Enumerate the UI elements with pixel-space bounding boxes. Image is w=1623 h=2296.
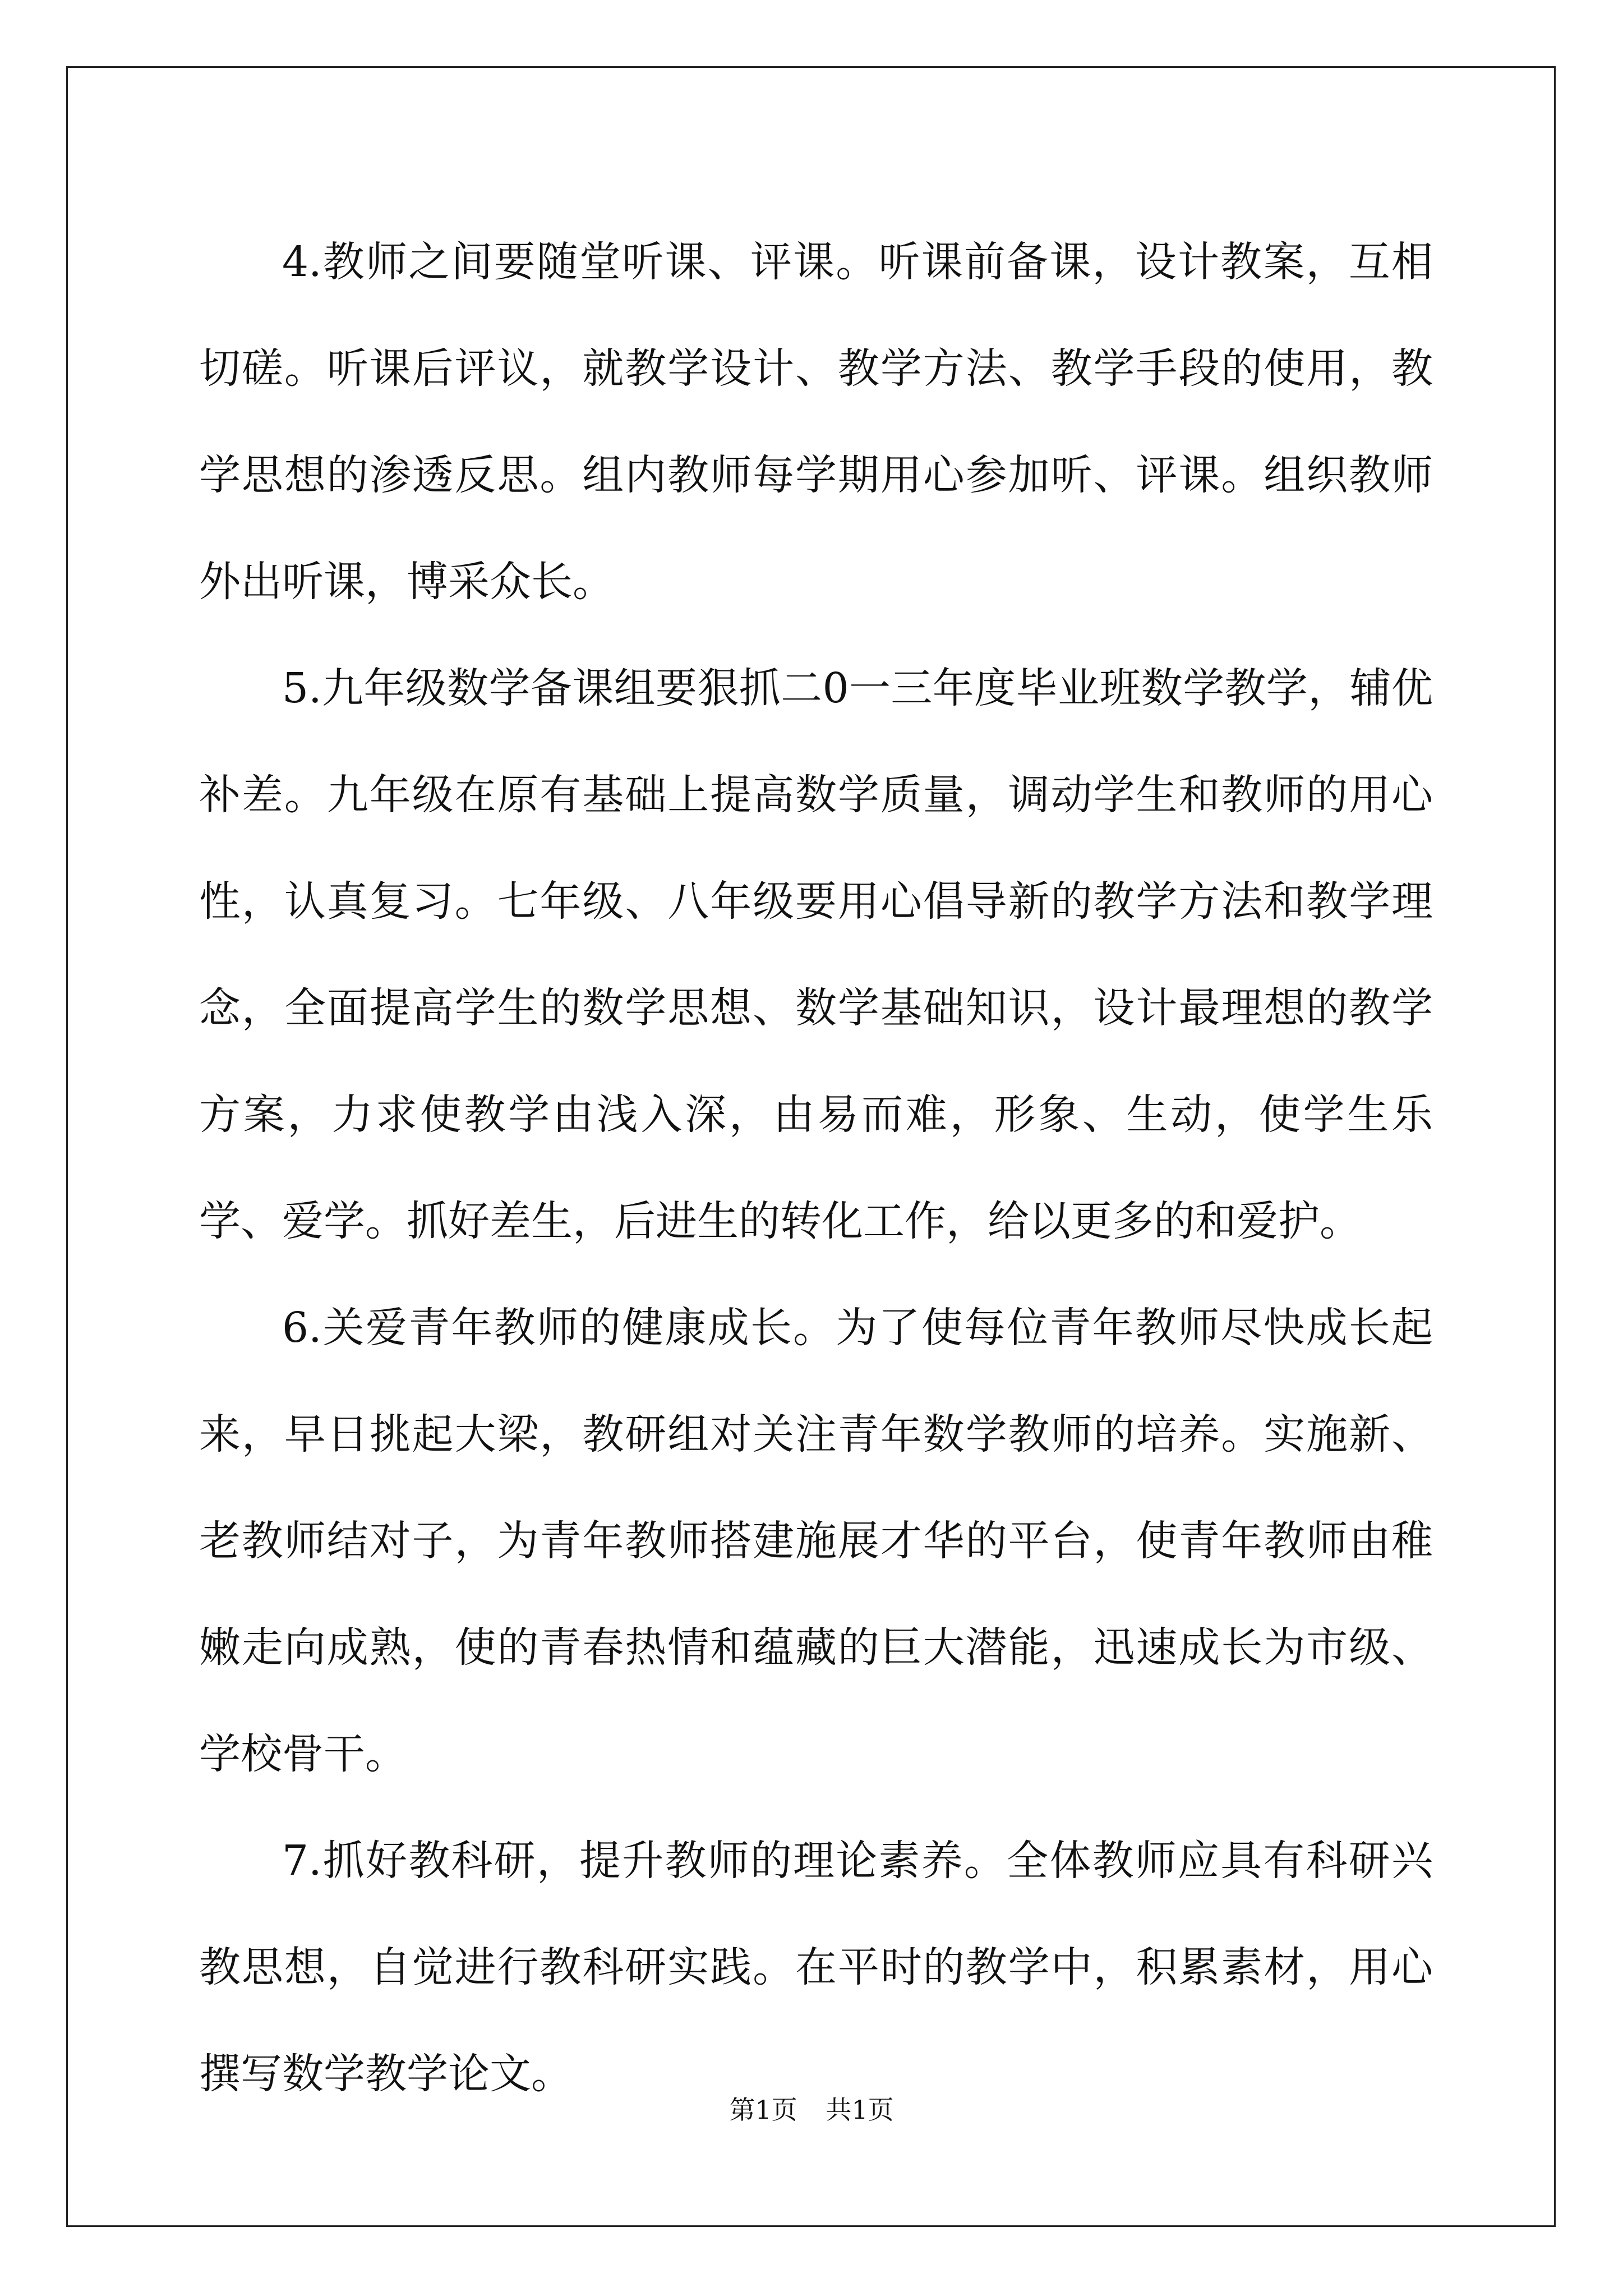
- document-body: [199, 209, 1433, 2127]
- page-total: 共1页: [826, 2095, 894, 2125]
- page-footer: [0, 2090, 1623, 2127]
- paragraph-6: 6.关爱青年教师的健康成长。为了使每位青年教师尽快成长起来，早日挑起大梁，教研组对关注青年数学教师的培养。实施新、老教师结对子，为青年教师搭建施展才华的平台，使青年教师由稚嫩走向成熟，使的青春热情和蕴藏的巨大潜能，迅速成长为市级、学校骨干。: [199, 1304, 1433, 1778]
- page-number: 第1页: [729, 2095, 797, 2125]
- paragraph-5: 5.九年级数学备课组要狠抓二0一三年度毕业班数学教学，辅优补差。九年级在原有基础上提高数学质量，调动学生和教师的用心性，认真复习。七年级、八年级要用心倡导新的教学方法和教学理念，全面提高学生的数学思想、数学基础知识，设计最理想的教学方案，力求使教学由浅入深，由易而难，形象、生动，使学生乐学、爱学。抓好差生，后进生的转化工作，给以更多的和爱护。: [199, 664, 1433, 1245]
- paragraph-7: 7.抓好教科研，提升教师的理论素养。全体教师应具有科研兴教思想，自觉进行教科研实践。在平时的教学中，积累素材，用心撰写数学教学论文。: [199, 1837, 1433, 2098]
- paragraph-4: 4.教师之间要随堂听课、评课。听课前备课，设计教案，互相切磋。听课后评议，就教学设计、教学方法、教学手段的使用，教学思想的渗透反思。组内教师每学期用心参加听、评课。组织教师外出听课，博采众长。: [199, 238, 1433, 606]
